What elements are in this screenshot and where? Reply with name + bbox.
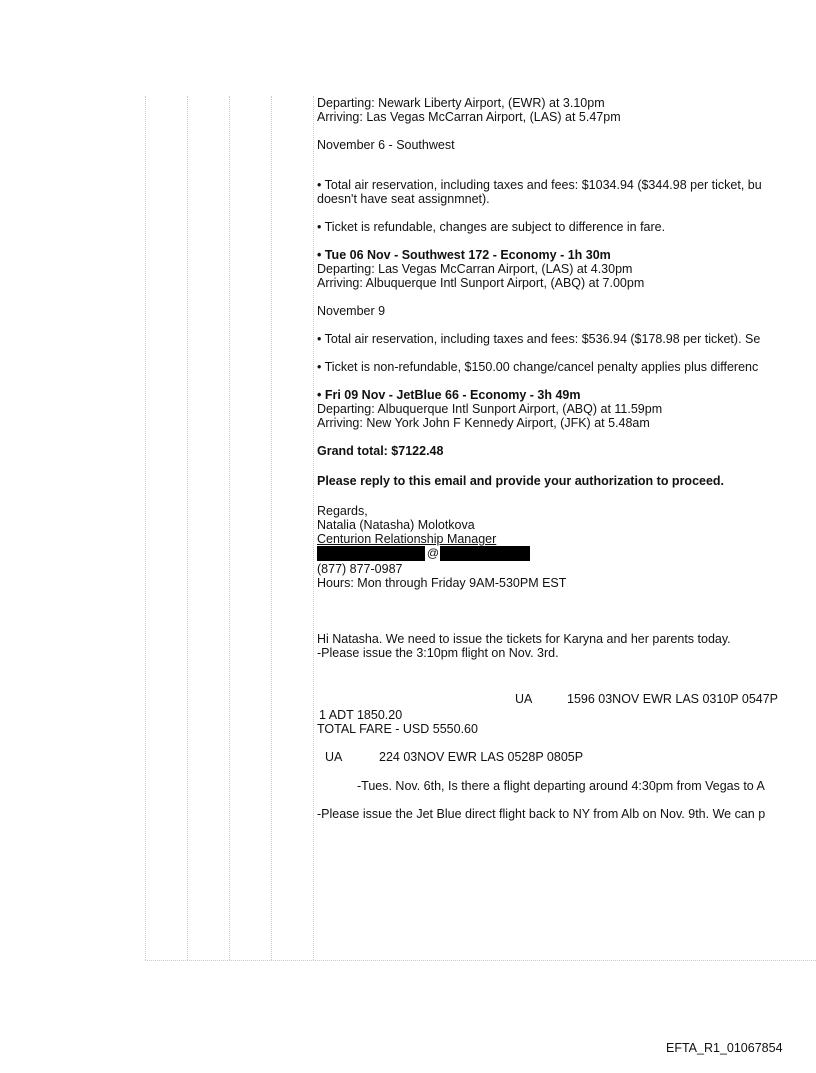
sender-email <box>317 546 816 562</box>
authorization-request: Please reply to this email and provide your authorization to proceed. <box>317 474 725 488</box>
table-border <box>187 96 188 960</box>
refund-policy: • Ticket is refundable, changes are subject to difference in fare. <box>317 220 666 234</box>
departing-line: Departing: Albuquerque Intl Sunport Airport, (ABQ) at 11.59pm <box>317 402 663 416</box>
redaction-box <box>440 546 530 561</box>
table-border <box>313 96 314 960</box>
email-body <box>317 96 816 821</box>
flight-heading: • Tue 06 Nov - Southwest 172 - Economy - 1h 30m <box>317 248 611 262</box>
gds-airline: UA <box>325 750 343 764</box>
document-id: EFTA_R1_01067854 <box>666 1041 783 1055</box>
total-reservation-line: • Total air reservation, including taxes and fees: $1034.94 ($344.98 per ticket, bu <box>317 178 762 192</box>
sender-name: Natalia (Natasha) Molotkova <box>317 518 475 532</box>
departing-line: Departing: Las Vegas McCarran Airport, (LAS) at 4.30pm <box>317 262 633 276</box>
gds-flight-line <box>317 750 816 766</box>
arriving-line: Arriving: Albuquerque Intl Sunport Airport, (ABQ) at 7.00pm <box>317 276 645 290</box>
reply-greeting: Hi Natasha. We need to issue the tickets for Karyna and her parents today. <box>317 632 731 646</box>
sender-title: Centurion Relationship Manager <box>317 532 497 546</box>
table-border-bottom <box>145 960 816 961</box>
date-heading: November 9 <box>317 304 386 318</box>
arriving-line: Arriving: New York John F Kennedy Airport, (JFK) at 5.48am <box>317 416 650 430</box>
departing-line: Departing: Newark Liberty Airport, (EWR) at 3.10pm <box>317 96 605 110</box>
gds-flight-details: 224 03NOV EWR LAS 0528P 0805P <box>379 750 584 764</box>
date-heading: November 6 - Southwest <box>317 138 455 152</box>
flight-heading: • Fri 09 Nov - JetBlue 66 - Economy - 3h 49m <box>317 388 581 402</box>
total-reservation-line: • Total air reservation, including taxes and fees: $536.94 ($178.98 per ticket). Se <box>317 332 761 346</box>
refund-policy: • Ticket is non-refundable, $150.00 change/cancel penalty applies plus differenc <box>317 360 759 374</box>
redaction-box <box>317 546 425 561</box>
gds-airline: UA <box>515 692 533 706</box>
sender-hours: Hours: Mon through Friday 9AM-530PM EST <box>317 576 567 590</box>
total-reservation-line-cont: doesn't have seat assignmnet). <box>317 192 490 206</box>
reply-request: -Please issue the Jet Blue direct flight back to NY from Alb on Nov. 9th. We can p <box>317 807 766 821</box>
reply-request: -Please issue the 3:10pm flight on Nov. 3rd. <box>317 646 559 660</box>
grand-total: Grand total: $7122.48 <box>317 444 444 458</box>
table-border <box>145 96 146 960</box>
table-border <box>229 96 230 960</box>
arriving-line: Arriving: Las Vegas McCarran Airport, (LAS) at 5.47pm <box>317 110 621 124</box>
reply-question: -Tues. Nov. 6th, Is there a flight departing around 4:30pm from Vegas to A <box>357 779 765 793</box>
email-at-sign: @ <box>426 546 440 560</box>
gds-flight-line <box>317 692 816 708</box>
gds-flight-details: 1596 03NOV EWR LAS 0310P 0547P <box>567 692 779 706</box>
sign-off: Regards, <box>317 504 368 518</box>
table-border <box>271 96 272 960</box>
gds-fare: 1 ADT 1850.20 <box>319 708 403 722</box>
sender-phone: (877) 877-0987 <box>317 562 403 576</box>
gds-total-fare: TOTAL FARE - USD 5550.60 <box>317 722 478 736</box>
